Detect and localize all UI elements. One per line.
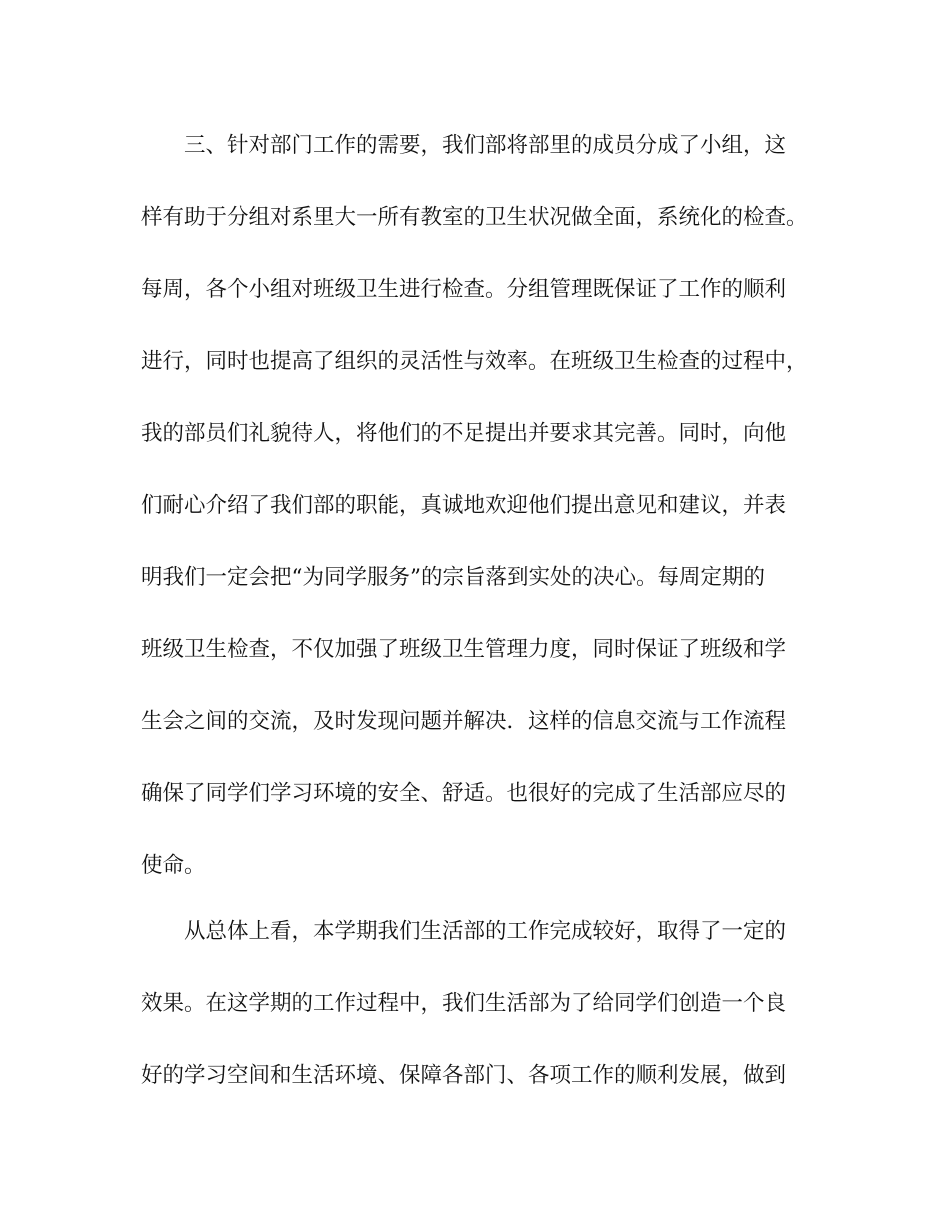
paragraph-1-line-5: 我的部员们礼貌待人，将他们的不足提出并要求其完善。同时，向他	[141, 421, 787, 446]
paragraph-2-line-1: 从总体上看，本学期我们生活部的工作完成较好，取得了一定的	[184, 919, 787, 944]
paragraph-1-line-9: 生会之间的交流，及时发现问题并解决．这样的信息交流与工作流程	[141, 709, 787, 734]
paragraph-1-line-7: 明我们一定会把“为同学服务”的宗旨落到实处的决心。每周定期的	[141, 565, 765, 590]
paragraph-2-line-2: 效果。在这学期的工作过程中，我们生活部为了给同学们创造一个良	[141, 991, 787, 1016]
paragraph-1-line-3: 每周，各个小组对班级卫生进行检查。分组管理既保证了工作的顺利	[141, 277, 787, 302]
paragraph-2-line-3: 好的学习空间和生活环境、保障各部门、各项工作的顺利发展，做到	[141, 1063, 787, 1088]
paragraph-1-line-8: 班级卫生检查，不仅加强了班级卫生管理力度，同时保证了班级和学	[141, 637, 787, 662]
paragraph-1-line-6: 们耐心介绍了我们部的职能，真诚地欢迎他们提出意见和建议，并表	[141, 493, 787, 518]
paragraph-1-line-11: 使命。	[141, 853, 206, 878]
paragraph-1-line-4: 进行，同时也提高了组织的灵活性与效率。在班级卫生检查的过程中，	[141, 349, 808, 374]
paragraph-1-line-1: 三、针对部门工作的需要，我们部将部里的成员分成了小组，这	[184, 133, 787, 158]
paragraph-1-line-10: 确保了同学们学习环境的安全、舒适。也很好的完成了生活部应尽的	[141, 781, 787, 806]
paragraph-1-line-2: 样有助于分组对系里大一所有教室的卫生状况做全面，系统化的检查。	[141, 205, 808, 230]
